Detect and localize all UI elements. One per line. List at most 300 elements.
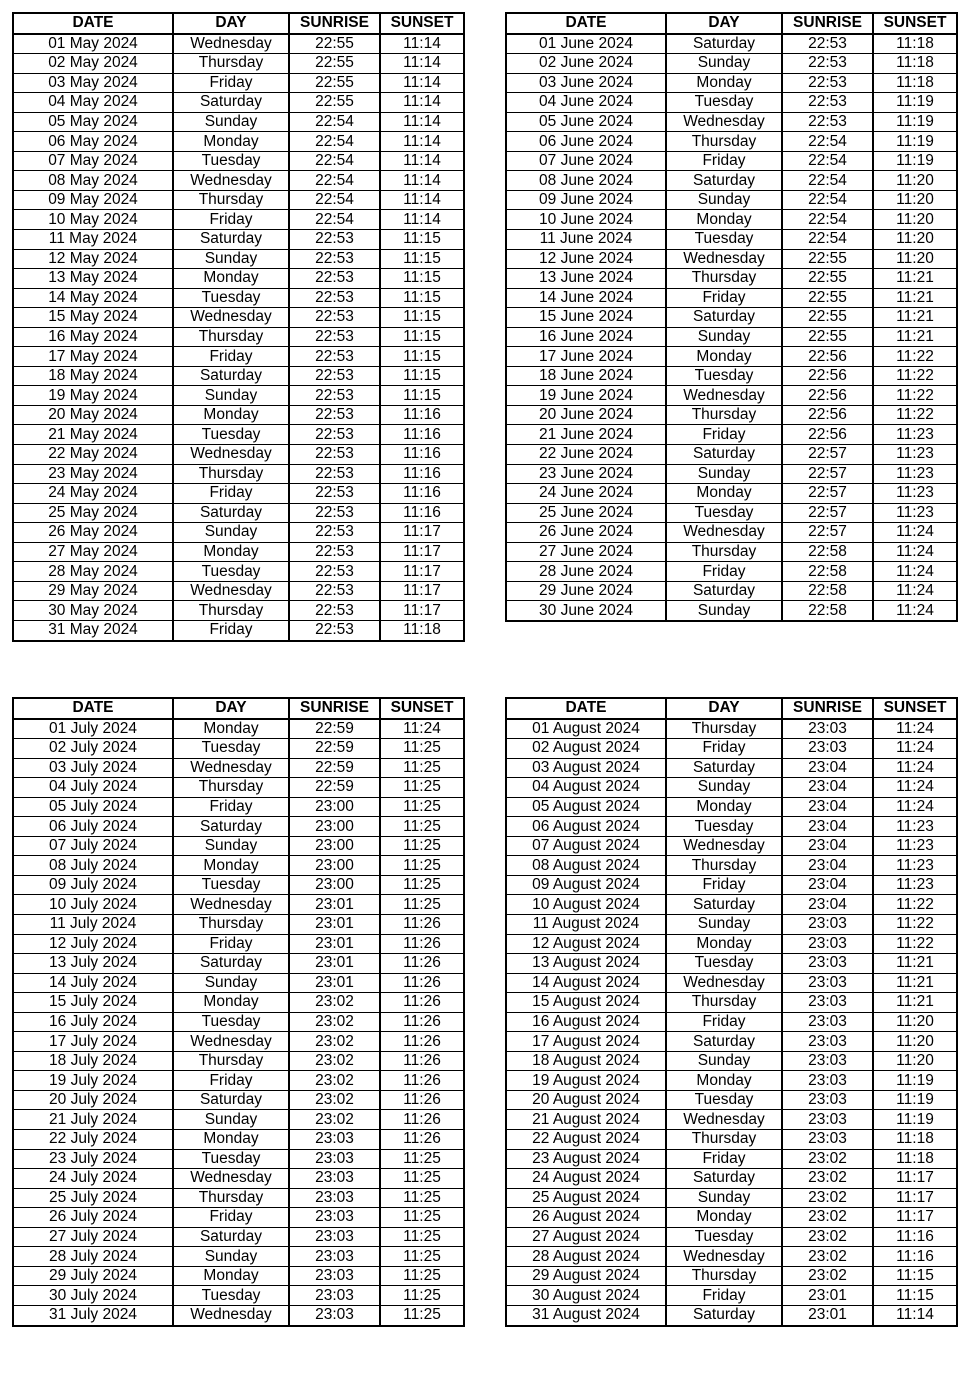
table-row bbox=[506, 1227, 957, 1247]
sunset-cell: 11:23 bbox=[873, 484, 957, 504]
sunset-cell: 11:25 bbox=[380, 856, 464, 876]
sunrise-cell: 23:03 bbox=[782, 954, 873, 974]
table-row bbox=[13, 1188, 464, 1208]
day-cell: Saturday bbox=[173, 1090, 289, 1110]
date-cell: 11 August 2024 bbox=[506, 915, 666, 935]
sun-table-july bbox=[12, 697, 465, 1327]
day-cell: Sunday bbox=[666, 915, 782, 935]
sunset-cell: 11:26 bbox=[380, 973, 464, 993]
day-cell: Saturday bbox=[173, 93, 289, 113]
table-row bbox=[506, 778, 957, 798]
sunrise-cell: 22:57 bbox=[782, 464, 873, 484]
sunrise-cell: 22:57 bbox=[782, 503, 873, 523]
table-row bbox=[13, 405, 464, 425]
date-cell: 06 May 2024 bbox=[13, 132, 173, 152]
day-cell: Thursday bbox=[173, 327, 289, 347]
sunset-cell: 11:20 bbox=[873, 230, 957, 250]
table-row bbox=[506, 1032, 957, 1052]
sunrise-cell: 22:55 bbox=[289, 54, 380, 74]
date-cell: 09 June 2024 bbox=[506, 190, 666, 210]
table-row bbox=[506, 1208, 957, 1228]
date-cell: 14 June 2024 bbox=[506, 288, 666, 308]
table-row bbox=[506, 1090, 957, 1110]
date-cell: 03 June 2024 bbox=[506, 73, 666, 93]
day-cell: Thursday bbox=[666, 993, 782, 1013]
date-cell: 21 June 2024 bbox=[506, 425, 666, 445]
date-cell: 19 August 2024 bbox=[506, 1071, 666, 1091]
date-cell: 13 July 2024 bbox=[13, 954, 173, 974]
sunset-cell: 11:24 bbox=[873, 562, 957, 582]
day-cell: Friday bbox=[666, 562, 782, 582]
sunset-cell: 11:24 bbox=[873, 523, 957, 543]
sunrise-cell: 22:53 bbox=[289, 523, 380, 543]
date-cell: 01 May 2024 bbox=[13, 34, 173, 54]
sunrise-cell: 23:03 bbox=[782, 1071, 873, 1091]
table-row bbox=[506, 54, 957, 74]
table-row bbox=[506, 1188, 957, 1208]
sunset-cell: 11:24 bbox=[873, 758, 957, 778]
sunrise-cell: 23:03 bbox=[782, 719, 873, 739]
sunrise-cell: 23:02 bbox=[289, 1012, 380, 1032]
date-cell: 18 May 2024 bbox=[13, 366, 173, 386]
day-cell: Monday bbox=[173, 1266, 289, 1286]
date-cell: 29 July 2024 bbox=[13, 1266, 173, 1286]
sunset-cell: 11:16 bbox=[380, 464, 464, 484]
sunrise-cell: 22:57 bbox=[782, 445, 873, 465]
day-cell: Sunday bbox=[173, 973, 289, 993]
date-cell: 13 May 2024 bbox=[13, 269, 173, 289]
date-cell: 02 May 2024 bbox=[13, 54, 173, 74]
sunrise-cell: 23:03 bbox=[782, 1090, 873, 1110]
table-row bbox=[506, 523, 957, 543]
date-cell: 05 July 2024 bbox=[13, 797, 173, 817]
day-cell: Wednesday bbox=[173, 308, 289, 328]
date-cell: 25 June 2024 bbox=[506, 503, 666, 523]
table-row bbox=[506, 366, 957, 386]
sunrise-cell: 22:55 bbox=[782, 288, 873, 308]
table-row bbox=[13, 817, 464, 837]
day-cell: Saturday bbox=[666, 308, 782, 328]
day-cell: Thursday bbox=[173, 778, 289, 798]
sunset-cell: 11:22 bbox=[873, 366, 957, 386]
date-cell: 02 June 2024 bbox=[506, 54, 666, 74]
date-cell: 03 August 2024 bbox=[506, 758, 666, 778]
sunset-cell: 11:22 bbox=[873, 405, 957, 425]
sunset-cell: 11:16 bbox=[380, 484, 464, 504]
date-cell: 14 May 2024 bbox=[13, 288, 173, 308]
sunset-cell: 11:16 bbox=[873, 1247, 957, 1267]
date-cell: 30 August 2024 bbox=[506, 1286, 666, 1306]
sunset-cell: 11:22 bbox=[873, 915, 957, 935]
sunrise-cell: 23:01 bbox=[782, 1305, 873, 1325]
sunrise-cell: 23:04 bbox=[782, 797, 873, 817]
day-cell: Sunday bbox=[173, 1247, 289, 1267]
sunset-cell: 11:19 bbox=[873, 151, 957, 171]
sunset-cell: 11:25 bbox=[380, 797, 464, 817]
table-row bbox=[506, 132, 957, 152]
table-row bbox=[506, 1130, 957, 1150]
day-cell: Saturday bbox=[173, 817, 289, 837]
date-cell: 13 June 2024 bbox=[506, 269, 666, 289]
sunset-cell: 11:15 bbox=[380, 366, 464, 386]
table-row bbox=[506, 993, 957, 1013]
date-cell: 16 May 2024 bbox=[13, 327, 173, 347]
sunset-cell: 11:16 bbox=[380, 425, 464, 445]
date-cell: 04 July 2024 bbox=[13, 778, 173, 798]
table-row bbox=[506, 875, 957, 895]
sunset-cell: 11:19 bbox=[873, 93, 957, 113]
sunset-cell: 11:14 bbox=[380, 171, 464, 191]
sunset-cell: 11:14 bbox=[380, 151, 464, 171]
day-cell: Monday bbox=[173, 1130, 289, 1150]
day-cell: Tuesday bbox=[666, 817, 782, 837]
sunset-cell: 11:26 bbox=[380, 1032, 464, 1052]
sunset-cell: 11:26 bbox=[380, 954, 464, 974]
header-day: DAY bbox=[173, 13, 289, 34]
table-row bbox=[13, 1227, 464, 1247]
sunrise-cell: 22:59 bbox=[289, 719, 380, 739]
day-cell: Tuesday bbox=[173, 562, 289, 582]
day-cell: Saturday bbox=[666, 171, 782, 191]
sunrise-cell: 23:01 bbox=[289, 954, 380, 974]
table-row bbox=[506, 542, 957, 562]
sunrise-cell: 22:56 bbox=[782, 425, 873, 445]
table-row bbox=[506, 797, 957, 817]
sunset-cell: 11:25 bbox=[380, 836, 464, 856]
sunrise-cell: 22:53 bbox=[782, 54, 873, 74]
header-date: DATE bbox=[506, 13, 666, 34]
sunset-cell: 11:25 bbox=[380, 895, 464, 915]
day-cell: Monday bbox=[173, 405, 289, 425]
sunset-cell: 11:23 bbox=[873, 464, 957, 484]
table-row bbox=[13, 1266, 464, 1286]
sunset-cell: 11:19 bbox=[873, 1110, 957, 1130]
sunset-cell: 11:16 bbox=[380, 445, 464, 465]
sunset-cell: 11:21 bbox=[873, 993, 957, 1013]
table-row bbox=[506, 503, 957, 523]
sunset-cell: 11:17 bbox=[873, 1169, 957, 1189]
table-row bbox=[13, 1051, 464, 1071]
day-cell: Friday bbox=[666, 425, 782, 445]
sunset-cell: 11:16 bbox=[380, 405, 464, 425]
table-row bbox=[13, 778, 464, 798]
table-row bbox=[13, 132, 464, 152]
day-cell: Sunday bbox=[666, 601, 782, 621]
sunset-cell: 11:21 bbox=[873, 288, 957, 308]
date-cell: 12 June 2024 bbox=[506, 249, 666, 269]
sunset-cell: 11:23 bbox=[873, 836, 957, 856]
day-cell: Thursday bbox=[666, 405, 782, 425]
date-cell: 22 August 2024 bbox=[506, 1130, 666, 1150]
sunrise-cell: 22:54 bbox=[289, 151, 380, 171]
table-row bbox=[13, 425, 464, 445]
day-cell: Saturday bbox=[666, 1305, 782, 1325]
date-cell: 30 May 2024 bbox=[13, 601, 173, 621]
sunrise-cell: 22:53 bbox=[289, 445, 380, 465]
sunrise-cell: 22:53 bbox=[289, 405, 380, 425]
day-cell: Friday bbox=[173, 210, 289, 230]
table-row bbox=[506, 1305, 957, 1325]
sunset-cell: 11:22 bbox=[873, 347, 957, 367]
sunrise-cell: 22:53 bbox=[289, 425, 380, 445]
day-cell: Tuesday bbox=[173, 288, 289, 308]
sunset-cell: 11:25 bbox=[380, 1149, 464, 1169]
day-cell: Sunday bbox=[666, 1051, 782, 1071]
sunset-cell: 11:19 bbox=[873, 1071, 957, 1091]
sunrise-cell: 22:58 bbox=[782, 581, 873, 601]
day-cell: Tuesday bbox=[173, 875, 289, 895]
sunset-cell: 11:23 bbox=[873, 425, 957, 445]
table-row bbox=[13, 797, 464, 817]
day-cell: Monday bbox=[666, 1208, 782, 1228]
sunrise-cell: 23:00 bbox=[289, 856, 380, 876]
table-row bbox=[13, 993, 464, 1013]
sunrise-cell: 23:01 bbox=[782, 1286, 873, 1306]
day-cell: Wednesday bbox=[173, 581, 289, 601]
day-cell: Friday bbox=[666, 151, 782, 171]
sunrise-cell: 23:01 bbox=[289, 973, 380, 993]
sunset-cell: 11:22 bbox=[873, 934, 957, 954]
sunset-cell: 11:14 bbox=[380, 93, 464, 113]
table-row bbox=[13, 1071, 464, 1091]
date-cell: 29 June 2024 bbox=[506, 581, 666, 601]
sunrise-cell: 23:04 bbox=[782, 778, 873, 798]
date-cell: 23 August 2024 bbox=[506, 1149, 666, 1169]
sunset-cell: 11:15 bbox=[380, 249, 464, 269]
table-row bbox=[13, 327, 464, 347]
date-cell: 20 May 2024 bbox=[13, 405, 173, 425]
table-row bbox=[506, 445, 957, 465]
sunset-cell: 11:25 bbox=[380, 758, 464, 778]
sunset-cell: 11:17 bbox=[873, 1188, 957, 1208]
day-cell: Saturday bbox=[666, 34, 782, 54]
date-cell: 01 August 2024 bbox=[506, 719, 666, 739]
date-cell: 15 June 2024 bbox=[506, 308, 666, 328]
date-cell: 20 August 2024 bbox=[506, 1090, 666, 1110]
date-cell: 31 August 2024 bbox=[506, 1305, 666, 1325]
table-row bbox=[13, 895, 464, 915]
sunset-cell: 11:25 bbox=[380, 1188, 464, 1208]
table-row bbox=[13, 1169, 464, 1189]
date-cell: 06 August 2024 bbox=[506, 817, 666, 837]
sunset-cell: 11:21 bbox=[873, 973, 957, 993]
day-cell: Friday bbox=[666, 1286, 782, 1306]
day-cell: Friday bbox=[173, 73, 289, 93]
date-cell: 10 July 2024 bbox=[13, 895, 173, 915]
sunrise-cell: 23:02 bbox=[289, 1071, 380, 1091]
day-cell: Monday bbox=[173, 993, 289, 1013]
date-cell: 20 July 2024 bbox=[13, 1090, 173, 1110]
table-row bbox=[13, 562, 464, 582]
table-row bbox=[506, 210, 957, 230]
day-cell: Monday bbox=[666, 73, 782, 93]
table-row bbox=[506, 405, 957, 425]
header-sunrise: SUNRISE bbox=[289, 13, 380, 34]
day-cell: Monday bbox=[666, 797, 782, 817]
day-cell: Friday bbox=[173, 620, 289, 640]
sunrise-cell: 22:54 bbox=[289, 112, 380, 132]
table-row bbox=[506, 836, 957, 856]
table-row bbox=[506, 464, 957, 484]
sunrise-cell: 23:02 bbox=[782, 1208, 873, 1228]
sunrise-cell: 23:02 bbox=[782, 1169, 873, 1189]
date-cell: 24 June 2024 bbox=[506, 484, 666, 504]
date-cell: 28 August 2024 bbox=[506, 1247, 666, 1267]
date-cell: 15 July 2024 bbox=[13, 993, 173, 1013]
header-sunset: SUNSET bbox=[380, 13, 464, 34]
table-row bbox=[506, 269, 957, 289]
date-cell: 07 May 2024 bbox=[13, 151, 173, 171]
table-row bbox=[13, 934, 464, 954]
sunrise-cell: 22:53 bbox=[289, 269, 380, 289]
table-row bbox=[13, 190, 464, 210]
date-cell: 23 July 2024 bbox=[13, 1149, 173, 1169]
table-row bbox=[13, 308, 464, 328]
sunrise-cell: 22:56 bbox=[782, 347, 873, 367]
sunrise-cell: 22:59 bbox=[289, 758, 380, 778]
sunset-cell: 11:26 bbox=[380, 1110, 464, 1130]
sunset-cell: 11:24 bbox=[873, 601, 957, 621]
sunset-cell: 11:26 bbox=[380, 1012, 464, 1032]
day-cell: Saturday bbox=[173, 366, 289, 386]
day-cell: Friday bbox=[173, 484, 289, 504]
day-cell: Friday bbox=[173, 1208, 289, 1228]
table-row bbox=[506, 954, 957, 974]
sunset-cell: 11:22 bbox=[873, 386, 957, 406]
table-row bbox=[13, 523, 464, 543]
table-row bbox=[13, 210, 464, 230]
date-cell: 24 July 2024 bbox=[13, 1169, 173, 1189]
date-cell: 25 August 2024 bbox=[506, 1188, 666, 1208]
date-cell: 12 July 2024 bbox=[13, 934, 173, 954]
day-cell: Sunday bbox=[173, 836, 289, 856]
day-cell: Sunday bbox=[173, 523, 289, 543]
date-cell: 22 June 2024 bbox=[506, 445, 666, 465]
date-cell: 02 July 2024 bbox=[13, 739, 173, 759]
sunset-cell: 11:24 bbox=[380, 719, 464, 739]
sunset-cell: 11:16 bbox=[380, 503, 464, 523]
header-day: DAY bbox=[666, 13, 782, 34]
table-row bbox=[13, 347, 464, 367]
sunrise-cell: 23:00 bbox=[289, 817, 380, 837]
date-cell: 16 June 2024 bbox=[506, 327, 666, 347]
day-cell: Monday bbox=[173, 132, 289, 152]
table-row bbox=[13, 151, 464, 171]
day-cell: Monday bbox=[666, 1071, 782, 1091]
sunset-cell: 11:25 bbox=[380, 875, 464, 895]
sunrise-cell: 22:53 bbox=[289, 484, 380, 504]
sunrise-cell: 23:03 bbox=[289, 1130, 380, 1150]
table-row bbox=[506, 151, 957, 171]
table-row bbox=[13, 34, 464, 54]
table-row bbox=[13, 249, 464, 269]
sunrise-cell: 23:03 bbox=[289, 1266, 380, 1286]
day-cell: Sunday bbox=[666, 190, 782, 210]
sunrise-cell: 23:04 bbox=[782, 836, 873, 856]
table-row bbox=[506, 1051, 957, 1071]
date-cell: 26 July 2024 bbox=[13, 1208, 173, 1228]
sunrise-cell: 22:56 bbox=[782, 386, 873, 406]
date-cell: 22 July 2024 bbox=[13, 1130, 173, 1150]
header-day: DAY bbox=[173, 698, 289, 719]
date-cell: 07 June 2024 bbox=[506, 151, 666, 171]
day-cell: Tuesday bbox=[666, 503, 782, 523]
date-cell: 28 June 2024 bbox=[506, 562, 666, 582]
sunrise-cell: 23:02 bbox=[782, 1149, 873, 1169]
sunset-cell: 11:20 bbox=[873, 171, 957, 191]
sunrise-cell: 23:00 bbox=[289, 797, 380, 817]
sunset-cell: 11:25 bbox=[380, 1208, 464, 1228]
date-cell: 27 July 2024 bbox=[13, 1227, 173, 1247]
table-row bbox=[13, 1012, 464, 1032]
day-cell: Tuesday bbox=[666, 1090, 782, 1110]
sunset-cell: 11:15 bbox=[873, 1286, 957, 1306]
table-row bbox=[506, 288, 957, 308]
sunset-cell: 11:26 bbox=[380, 993, 464, 1013]
sunrise-cell: 23:03 bbox=[289, 1169, 380, 1189]
day-cell: Saturday bbox=[173, 954, 289, 974]
day-cell: Monday bbox=[173, 269, 289, 289]
sunset-cell: 11:17 bbox=[380, 542, 464, 562]
sunset-cell: 11:26 bbox=[380, 1090, 464, 1110]
date-cell: 17 May 2024 bbox=[13, 347, 173, 367]
sunset-cell: 11:25 bbox=[380, 1286, 464, 1306]
sunset-cell: 11:21 bbox=[873, 954, 957, 974]
table-row bbox=[13, 1110, 464, 1130]
day-cell: Thursday bbox=[173, 54, 289, 74]
sunset-cell: 11:14 bbox=[380, 73, 464, 93]
sunset-cell: 11:25 bbox=[380, 778, 464, 798]
day-cell: Wednesday bbox=[666, 1247, 782, 1267]
date-cell: 13 August 2024 bbox=[506, 954, 666, 974]
date-cell: 27 June 2024 bbox=[506, 542, 666, 562]
day-cell: Monday bbox=[173, 719, 289, 739]
sunrise-cell: 22:54 bbox=[289, 210, 380, 230]
day-cell: Monday bbox=[173, 856, 289, 876]
header-sunrise: SUNRISE bbox=[289, 698, 380, 719]
date-cell: 24 August 2024 bbox=[506, 1169, 666, 1189]
day-cell: Tuesday bbox=[666, 230, 782, 250]
sunrise-cell: 22:53 bbox=[289, 288, 380, 308]
sunrise-cell: 23:03 bbox=[289, 1227, 380, 1247]
date-cell: 21 August 2024 bbox=[506, 1110, 666, 1130]
table-row bbox=[506, 915, 957, 935]
day-cell: Thursday bbox=[173, 601, 289, 621]
sunset-cell: 11:18 bbox=[873, 54, 957, 74]
sunset-cell: 11:24 bbox=[873, 719, 957, 739]
date-cell: 05 August 2024 bbox=[506, 797, 666, 817]
sunrise-cell: 23:03 bbox=[782, 739, 873, 759]
table-row bbox=[506, 1169, 957, 1189]
day-cell: Tuesday bbox=[173, 151, 289, 171]
date-cell: 29 August 2024 bbox=[506, 1266, 666, 1286]
sunrise-cell: 23:04 bbox=[782, 895, 873, 915]
sunset-cell: 11:21 bbox=[873, 327, 957, 347]
table-row bbox=[13, 1090, 464, 1110]
date-cell: 29 May 2024 bbox=[13, 581, 173, 601]
day-cell: Friday bbox=[666, 875, 782, 895]
day-cell: Friday bbox=[666, 1012, 782, 1032]
sunrise-cell: 23:02 bbox=[782, 1188, 873, 1208]
table-row bbox=[506, 327, 957, 347]
sunset-cell: 11:23 bbox=[873, 445, 957, 465]
date-cell: 04 May 2024 bbox=[13, 93, 173, 113]
table-row bbox=[506, 230, 957, 250]
date-cell: 27 May 2024 bbox=[13, 542, 173, 562]
sunset-cell: 11:19 bbox=[873, 1090, 957, 1110]
date-cell: 14 August 2024 bbox=[506, 973, 666, 993]
sunrise-cell: 22:54 bbox=[782, 132, 873, 152]
